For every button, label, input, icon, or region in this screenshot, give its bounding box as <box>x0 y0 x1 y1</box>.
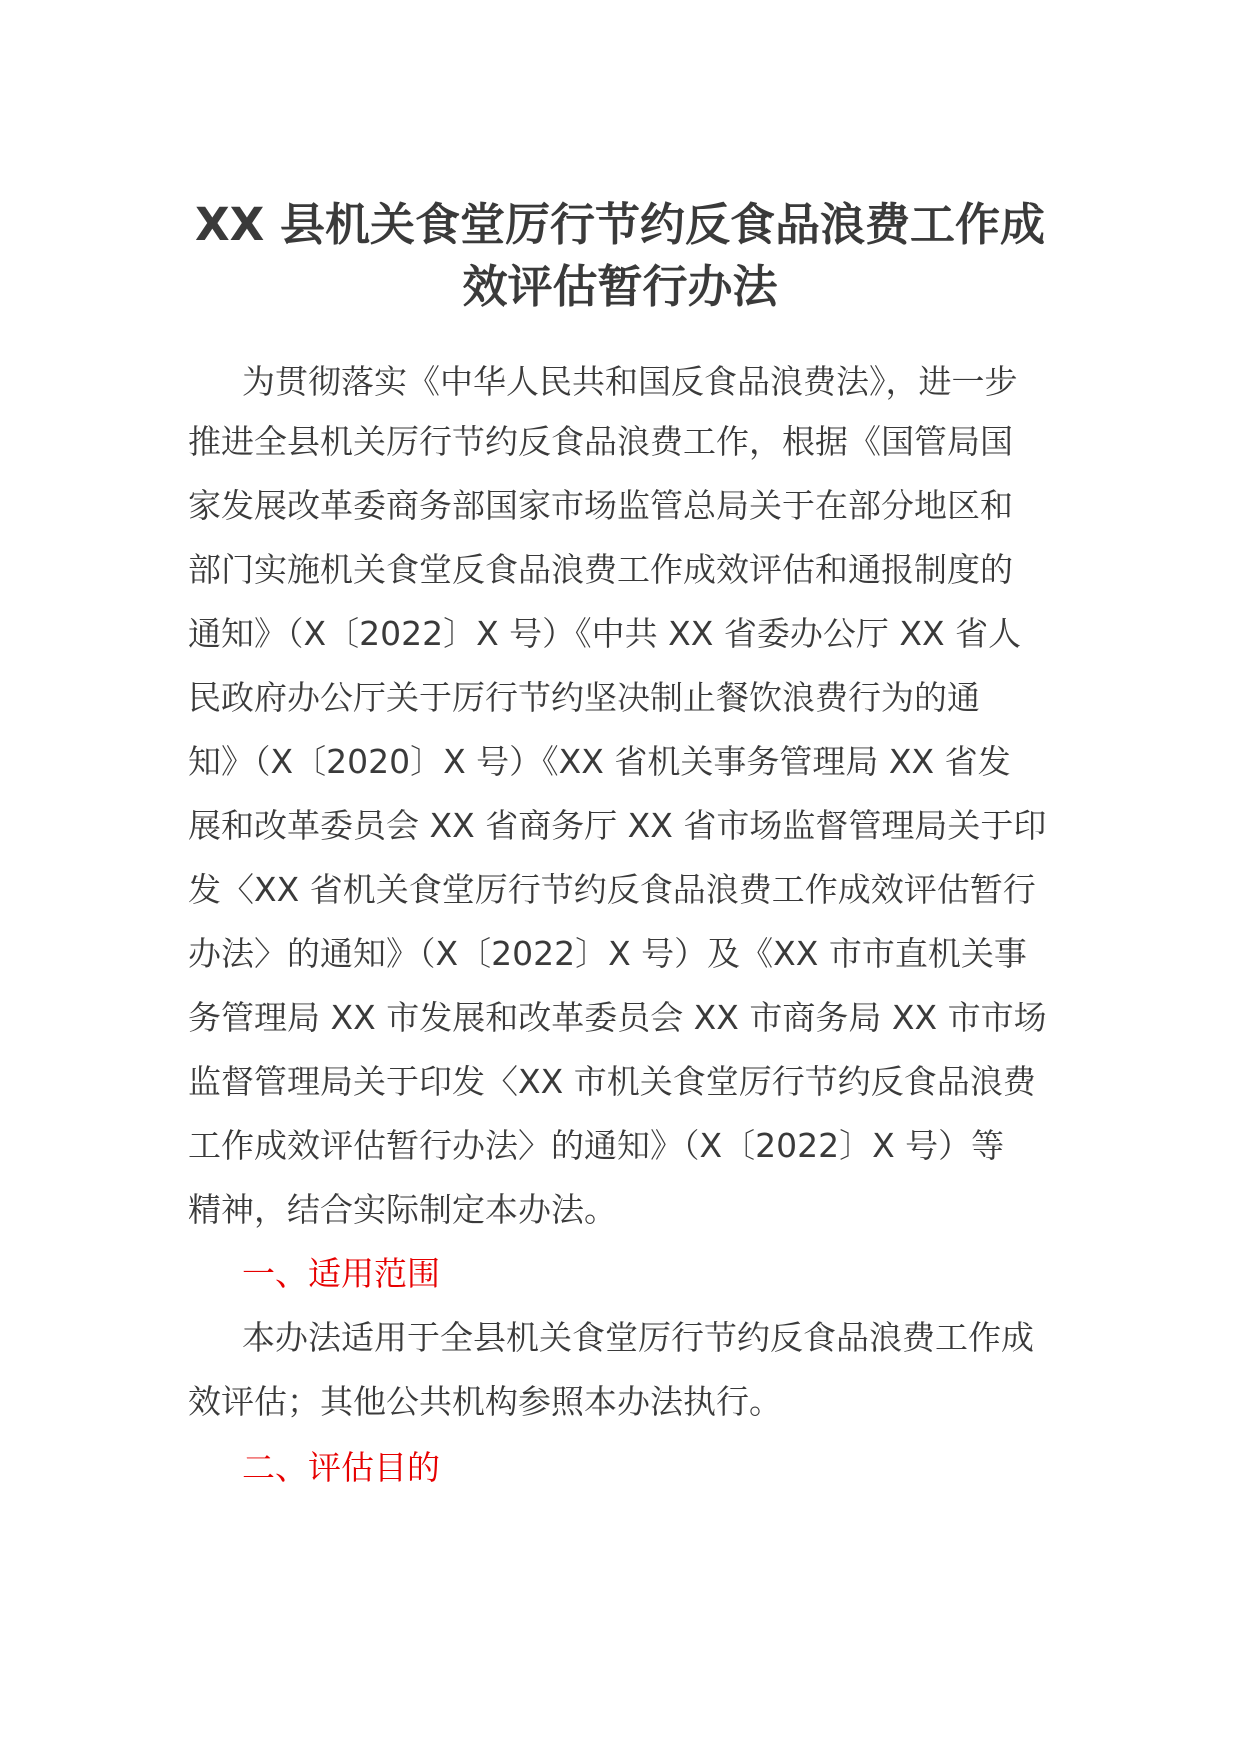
preamble-line: 部门实施机关食堂反食品浪费工作成效评估和通报制度的 <box>188 550 1013 589</box>
section-heading-scope: 一、适用范围 <box>242 1254 440 1293</box>
preamble-line: 推进全县机关厉行节约反食品浪费工作，根据《国管局国 <box>188 422 1013 461</box>
preamble-line: 办法〉的通知》（X〔2022〕X 号）及《XX 市市直机关事 <box>188 934 1027 973</box>
preamble-line: 发〈XX 省机关食堂厉行节约反食品浪费工作成效评估暂行 <box>188 870 1036 909</box>
preamble-line: 为贯彻落实《中华人民共和国反食品浪费法》，进一步 <box>242 362 1018 401</box>
preamble-line: 知》（X〔2020〕X 号）《XX 省机关事务管理局 XX 省发 <box>188 742 1011 781</box>
section-body-line: 效评估；其他公共机构参照本办法执行。 <box>188 1382 782 1421</box>
document-title-line-1: XX 县机关食堂厉行节约反食品浪费工作成 <box>194 198 1046 251</box>
preamble-line: 工作成效评估暂行办法〉的通知》（X〔2022〕X 号）等 <box>188 1126 1005 1165</box>
document-title-line-2: 效评估暂行办法 <box>462 260 778 313</box>
preamble-line: 通知》（X〔2022〕X 号）《中共 XX 省委办公厅 XX 省人 <box>188 614 1022 653</box>
preamble-line: 展和改革委员会 XX 省商务厅 XX 省市场监督管理局关于印 <box>188 806 1047 845</box>
section-heading-purpose: 二、评估目的 <box>242 1448 440 1487</box>
preamble-line: 务管理局 XX 市发展和改革委员会 XX 市商务局 XX 市市场 <box>188 998 1047 1037</box>
section-body-line: 本办法适用于全县机关食堂厉行节约反食品浪费工作成 <box>242 1318 1034 1357</box>
preamble-line: 家发展改革委商务部国家市场监管总局关于在部分地区和 <box>188 486 1013 525</box>
preamble-line: 监督管理局关于印发〈XX 市机关食堂厉行节约反食品浪费 <box>188 1062 1036 1101</box>
preamble-line: 精神，结合实际制定本办法。 <box>188 1190 617 1229</box>
preamble-line: 民政府办公厅关于厉行节约坚决制止餐饮浪费行为的通 <box>188 678 980 717</box>
